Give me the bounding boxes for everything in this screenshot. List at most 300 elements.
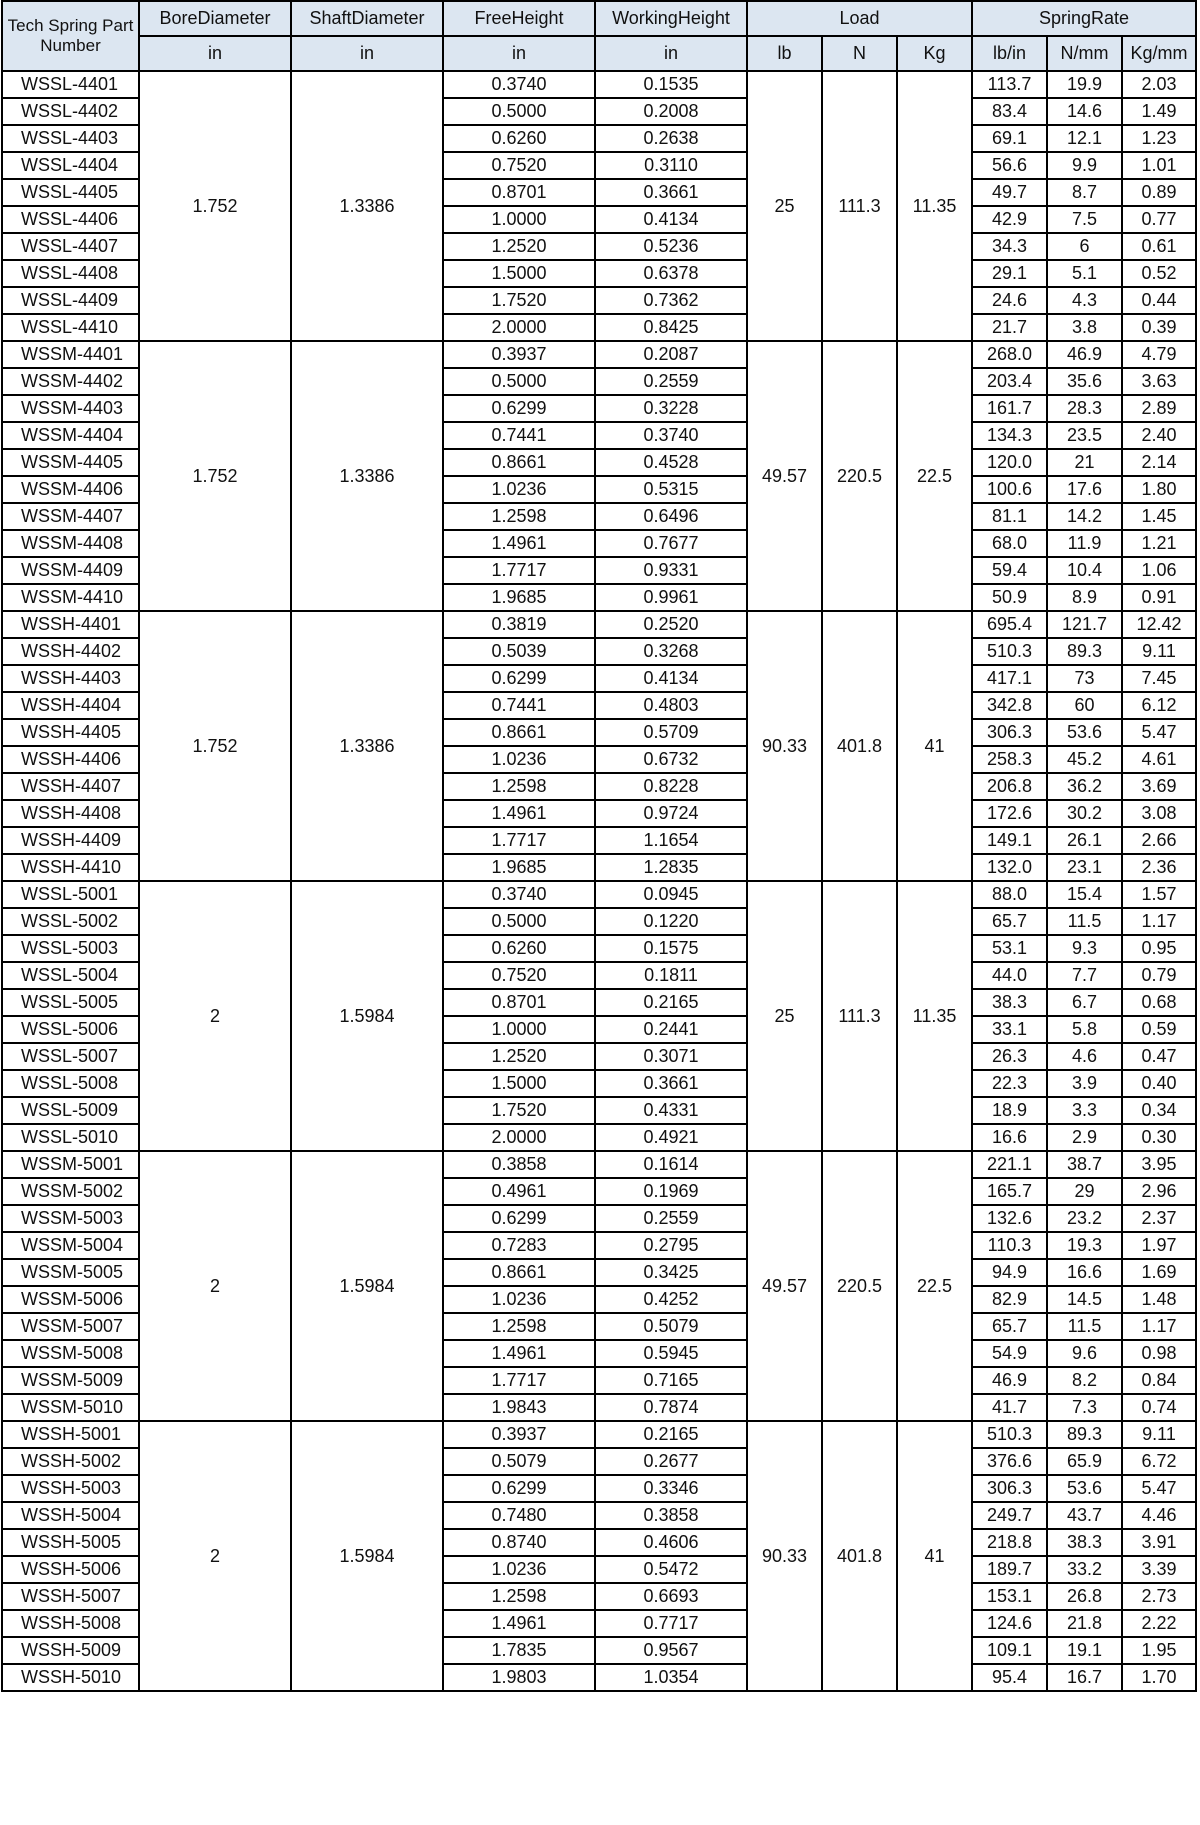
free-height-cell: 0.5039 xyxy=(443,638,595,665)
part-number-cell: WSSH-4402 xyxy=(2,638,139,665)
rate-lbin-cell: 81.1 xyxy=(972,503,1047,530)
free-height-cell: 2.0000 xyxy=(443,314,595,341)
rate-nmm-cell: 19.9 xyxy=(1047,71,1122,98)
rate-nmm-cell: 5.8 xyxy=(1047,1016,1122,1043)
unit-rate-kgmm: Kg/mm xyxy=(1122,36,1196,71)
rate-kgmm-cell: 3.08 xyxy=(1122,800,1196,827)
working-height-cell: 0.9567 xyxy=(595,1637,747,1664)
part-number-cell: WSSL-5010 xyxy=(2,1124,139,1151)
working-height-cell: 0.4134 xyxy=(595,665,747,692)
free-height-cell: 0.7480 xyxy=(443,1502,595,1529)
free-height-cell: 0.3819 xyxy=(443,611,595,638)
part-number-cell: WSSM-4405 xyxy=(2,449,139,476)
part-number-cell: WSSH-5003 xyxy=(2,1475,139,1502)
part-number-cell: WSSL-4405 xyxy=(2,179,139,206)
free-height-cell: 2.0000 xyxy=(443,1124,595,1151)
load-lb-cell: 90.33 xyxy=(747,611,822,881)
working-height-cell: 0.2165 xyxy=(595,989,747,1016)
free-height-cell: 1.0000 xyxy=(443,206,595,233)
free-height-cell: 0.3740 xyxy=(443,71,595,98)
load-kg-cell: 22.5 xyxy=(897,341,972,611)
header-shaft-diameter: ShaftDiameter xyxy=(291,1,443,36)
rate-kgmm-cell: 4.46 xyxy=(1122,1502,1196,1529)
rate-lbin-cell: 69.1 xyxy=(972,125,1047,152)
rate-kgmm-cell: 4.79 xyxy=(1122,341,1196,368)
rate-nmm-cell: 17.6 xyxy=(1047,476,1122,503)
working-height-cell: 0.3661 xyxy=(595,179,747,206)
working-height-cell: 0.2165 xyxy=(595,1421,747,1448)
rate-kgmm-cell: 0.39 xyxy=(1122,314,1196,341)
rate-nmm-cell: 14.2 xyxy=(1047,503,1122,530)
working-height-cell: 0.7717 xyxy=(595,1610,747,1637)
working-height-cell: 0.5079 xyxy=(595,1313,747,1340)
rate-lbin-cell: 68.0 xyxy=(972,530,1047,557)
part-number-cell: WSSH-4407 xyxy=(2,773,139,800)
rate-kgmm-cell: 0.68 xyxy=(1122,989,1196,1016)
part-number-cell: WSSH-4406 xyxy=(2,746,139,773)
working-height-cell: 0.2795 xyxy=(595,1232,747,1259)
rate-nmm-cell: 9.3 xyxy=(1047,935,1122,962)
rate-nmm-cell: 30.2 xyxy=(1047,800,1122,827)
free-height-cell: 0.6299 xyxy=(443,395,595,422)
table-row xyxy=(2,1151,1196,1178)
rate-lbin-cell: 65.7 xyxy=(972,908,1047,935)
free-height-cell: 0.6260 xyxy=(443,125,595,152)
part-number-cell: WSSM-5005 xyxy=(2,1259,139,1286)
rate-lbin-cell: 189.7 xyxy=(972,1556,1047,1583)
part-number-cell: WSSM-4410 xyxy=(2,584,139,611)
rate-nmm-cell: 33.2 xyxy=(1047,1556,1122,1583)
rate-lbin-cell: 110.3 xyxy=(972,1232,1047,1259)
rate-nmm-cell: 4.6 xyxy=(1047,1043,1122,1070)
rate-lbin-cell: 510.3 xyxy=(972,1421,1047,1448)
rate-lbin-cell: 306.3 xyxy=(972,1475,1047,1502)
rate-lbin-cell: 161.7 xyxy=(972,395,1047,422)
rate-nmm-cell: 14.5 xyxy=(1047,1286,1122,1313)
working-height-cell: 0.5236 xyxy=(595,233,747,260)
bore-diameter-cell: 2 xyxy=(139,881,291,1151)
shaft-diameter-cell: 1.3386 xyxy=(291,341,443,611)
part-number-cell: WSSH-4401 xyxy=(2,611,139,638)
rate-lbin-cell: 94.9 xyxy=(972,1259,1047,1286)
rate-lbin-cell: 26.3 xyxy=(972,1043,1047,1070)
unit-rate-lbin: lb/in xyxy=(972,36,1047,71)
load-kg-cell: 11.35 xyxy=(897,881,972,1151)
rate-kgmm-cell: 0.47 xyxy=(1122,1043,1196,1070)
rate-kgmm-cell: 1.48 xyxy=(1122,1286,1196,1313)
free-height-cell: 1.7717 xyxy=(443,1367,595,1394)
rate-nmm-cell: 4.3 xyxy=(1047,287,1122,314)
rate-lbin-cell: 100.6 xyxy=(972,476,1047,503)
free-height-cell: 1.2520 xyxy=(443,1043,595,1070)
header-load: Load xyxy=(747,1,972,36)
part-number-cell: WSSH-5008 xyxy=(2,1610,139,1637)
working-height-cell: 0.3661 xyxy=(595,1070,747,1097)
working-height-cell: 0.1575 xyxy=(595,935,747,962)
working-height-cell: 0.5945 xyxy=(595,1340,747,1367)
part-number-cell: WSSL-4404 xyxy=(2,152,139,179)
rate-nmm-cell: 29 xyxy=(1047,1178,1122,1205)
header-free-height: FreeHeight xyxy=(443,1,595,36)
part-number-cell: WSSL-5001 xyxy=(2,881,139,908)
rate-lbin-cell: 132.0 xyxy=(972,854,1047,881)
part-number-cell: WSSH-5004 xyxy=(2,1502,139,1529)
rate-kgmm-cell: 1.23 xyxy=(1122,125,1196,152)
table-row xyxy=(2,341,1196,368)
rate-lbin-cell: 22.3 xyxy=(972,1070,1047,1097)
rate-kgmm-cell: 2.14 xyxy=(1122,449,1196,476)
free-height-cell: 0.8661 xyxy=(443,449,595,476)
part-number-cell: WSSL-4409 xyxy=(2,287,139,314)
working-height-cell: 0.5709 xyxy=(595,719,747,746)
free-height-cell: 1.9685 xyxy=(443,584,595,611)
rate-nmm-cell: 43.7 xyxy=(1047,1502,1122,1529)
shaft-diameter-cell: 1.5984 xyxy=(291,1151,443,1421)
rate-kgmm-cell: 12.42 xyxy=(1122,611,1196,638)
working-height-cell: 0.2677 xyxy=(595,1448,747,1475)
bore-diameter-cell: 2 xyxy=(139,1421,291,1691)
part-number-cell: WSSM-4402 xyxy=(2,368,139,395)
free-height-cell: 0.6299 xyxy=(443,665,595,692)
rate-nmm-cell: 8.7 xyxy=(1047,179,1122,206)
rate-kgmm-cell: 3.63 xyxy=(1122,368,1196,395)
rate-lbin-cell: 18.9 xyxy=(972,1097,1047,1124)
free-height-cell: 0.6299 xyxy=(443,1475,595,1502)
free-height-cell: 0.6299 xyxy=(443,1205,595,1232)
working-height-cell: 0.2441 xyxy=(595,1016,747,1043)
free-height-cell: 1.0236 xyxy=(443,746,595,773)
working-height-cell: 0.4134 xyxy=(595,206,747,233)
rate-kgmm-cell: 0.74 xyxy=(1122,1394,1196,1421)
free-height-cell: 0.3937 xyxy=(443,341,595,368)
rate-nmm-cell: 6 xyxy=(1047,233,1122,260)
rate-nmm-cell: 8.2 xyxy=(1047,1367,1122,1394)
working-height-cell: 0.6378 xyxy=(595,260,747,287)
free-height-cell: 1.4961 xyxy=(443,1340,595,1367)
working-height-cell: 0.3425 xyxy=(595,1259,747,1286)
rate-kgmm-cell: 0.91 xyxy=(1122,584,1196,611)
table-header xyxy=(2,1,1196,71)
rate-nmm-cell: 23.2 xyxy=(1047,1205,1122,1232)
free-height-cell: 1.0236 xyxy=(443,1556,595,1583)
rate-lbin-cell: 124.6 xyxy=(972,1610,1047,1637)
load-n-cell: 401.8 xyxy=(822,1421,897,1691)
working-height-cell: 0.4803 xyxy=(595,692,747,719)
part-number-cell: WSSH-5007 xyxy=(2,1583,139,1610)
load-lb-cell: 25 xyxy=(747,71,822,341)
rate-lbin-cell: 376.6 xyxy=(972,1448,1047,1475)
load-n-cell: 220.5 xyxy=(822,1151,897,1421)
part-number-cell: WSSL-5004 xyxy=(2,962,139,989)
part-number-cell: WSSH-5005 xyxy=(2,1529,139,1556)
part-number-cell: WSSM-5009 xyxy=(2,1367,139,1394)
free-height-cell: 1.2598 xyxy=(443,1583,595,1610)
part-number-cell: WSSL-4410 xyxy=(2,314,139,341)
rate-lbin-cell: 258.3 xyxy=(972,746,1047,773)
rate-kgmm-cell: 5.47 xyxy=(1122,1475,1196,1502)
rate-nmm-cell: 14.6 xyxy=(1047,98,1122,125)
rate-lbin-cell: 44.0 xyxy=(972,962,1047,989)
part-number-cell: WSSM-4408 xyxy=(2,530,139,557)
working-height-cell: 0.1811 xyxy=(595,962,747,989)
rate-nmm-cell: 45.2 xyxy=(1047,746,1122,773)
rate-nmm-cell: 121.7 xyxy=(1047,611,1122,638)
rate-nmm-cell: 12.1 xyxy=(1047,125,1122,152)
free-height-cell: 1.0236 xyxy=(443,1286,595,1313)
rate-nmm-cell: 3.3 xyxy=(1047,1097,1122,1124)
free-height-cell: 1.7717 xyxy=(443,827,595,854)
rate-lbin-cell: 218.8 xyxy=(972,1529,1047,1556)
rate-kgmm-cell: 0.61 xyxy=(1122,233,1196,260)
working-height-cell: 0.6496 xyxy=(595,503,747,530)
free-height-cell: 1.2520 xyxy=(443,233,595,260)
table-row xyxy=(2,611,1196,638)
rate-kgmm-cell: 2.89 xyxy=(1122,395,1196,422)
free-height-cell: 1.4961 xyxy=(443,800,595,827)
free-height-cell: 1.4961 xyxy=(443,1610,595,1637)
rate-lbin-cell: 203.4 xyxy=(972,368,1047,395)
rate-nmm-cell: 2.9 xyxy=(1047,1124,1122,1151)
part-number-cell: WSSH-4410 xyxy=(2,854,139,881)
rate-lbin-cell: 153.1 xyxy=(972,1583,1047,1610)
working-height-cell: 0.4606 xyxy=(595,1529,747,1556)
rate-lbin-cell: 42.9 xyxy=(972,206,1047,233)
rate-kgmm-cell: 6.72 xyxy=(1122,1448,1196,1475)
rate-kgmm-cell: 6.12 xyxy=(1122,692,1196,719)
rate-nmm-cell: 46.9 xyxy=(1047,341,1122,368)
rate-nmm-cell: 3.8 xyxy=(1047,314,1122,341)
rate-nmm-cell: 7.5 xyxy=(1047,206,1122,233)
rate-lbin-cell: 16.6 xyxy=(972,1124,1047,1151)
rate-kgmm-cell: 1.01 xyxy=(1122,152,1196,179)
load-lb-cell: 49.57 xyxy=(747,341,822,611)
working-height-cell: 0.9724 xyxy=(595,800,747,827)
part-number-cell: WSSL-4407 xyxy=(2,233,139,260)
rate-kgmm-cell: 2.36 xyxy=(1122,854,1196,881)
rate-lbin-cell: 65.7 xyxy=(972,1313,1047,1340)
rate-kgmm-cell: 1.17 xyxy=(1122,1313,1196,1340)
working-height-cell: 0.8228 xyxy=(595,773,747,800)
part-number-cell: WSSM-5002 xyxy=(2,1178,139,1205)
shaft-diameter-cell: 1.5984 xyxy=(291,881,443,1151)
rate-nmm-cell: 3.9 xyxy=(1047,1070,1122,1097)
free-height-cell: 1.9803 xyxy=(443,1664,595,1691)
rate-nmm-cell: 5.1 xyxy=(1047,260,1122,287)
rate-lbin-cell: 342.8 xyxy=(972,692,1047,719)
part-number-cell: WSSH-5001 xyxy=(2,1421,139,1448)
free-height-cell: 1.2598 xyxy=(443,1313,595,1340)
rate-kgmm-cell: 3.91 xyxy=(1122,1529,1196,1556)
rate-nmm-cell: 60 xyxy=(1047,692,1122,719)
load-n-cell: 111.3 xyxy=(822,71,897,341)
unit-load-n: N xyxy=(822,36,897,71)
part-number-cell: WSSL-4406 xyxy=(2,206,139,233)
free-height-cell: 0.3740 xyxy=(443,881,595,908)
unit-bore: in xyxy=(139,36,291,71)
part-number-cell: WSSL-4401 xyxy=(2,71,139,98)
rate-lbin-cell: 49.7 xyxy=(972,179,1047,206)
rate-kgmm-cell: 0.30 xyxy=(1122,1124,1196,1151)
working-height-cell: 0.3071 xyxy=(595,1043,747,1070)
working-height-cell: 0.5315 xyxy=(595,476,747,503)
load-kg-cell: 41 xyxy=(897,1421,972,1691)
free-height-cell: 0.7441 xyxy=(443,692,595,719)
part-number-cell: WSSH-4408 xyxy=(2,800,139,827)
rate-nmm-cell: 26.8 xyxy=(1047,1583,1122,1610)
free-height-cell: 0.8740 xyxy=(443,1529,595,1556)
working-height-cell: 0.2008 xyxy=(595,98,747,125)
rate-nmm-cell: 23.5 xyxy=(1047,422,1122,449)
rate-lbin-cell: 132.6 xyxy=(972,1205,1047,1232)
rate-lbin-cell: 59.4 xyxy=(972,557,1047,584)
rate-nmm-cell: 53.6 xyxy=(1047,719,1122,746)
rate-kgmm-cell: 1.70 xyxy=(1122,1664,1196,1691)
unit-load-kg: Kg xyxy=(897,36,972,71)
table-body xyxy=(2,71,1196,1691)
part-number-cell: WSSL-5005 xyxy=(2,989,139,1016)
rate-lbin-cell: 306.3 xyxy=(972,719,1047,746)
shaft-diameter-cell: 1.5984 xyxy=(291,1421,443,1691)
unit-shaft: in xyxy=(291,36,443,71)
rate-kgmm-cell: 2.22 xyxy=(1122,1610,1196,1637)
part-number-cell: WSSH-4404 xyxy=(2,692,139,719)
free-height-cell: 1.9685 xyxy=(443,854,595,881)
bore-diameter-cell: 1.752 xyxy=(139,341,291,611)
free-height-cell: 0.3858 xyxy=(443,1151,595,1178)
working-height-cell: 0.7677 xyxy=(595,530,747,557)
unit-rate-nmm: N/mm xyxy=(1047,36,1122,71)
free-height-cell: 0.8701 xyxy=(443,179,595,206)
rate-nmm-cell: 21.8 xyxy=(1047,1610,1122,1637)
rate-nmm-cell: 7.7 xyxy=(1047,962,1122,989)
part-number-cell: WSSM-5006 xyxy=(2,1286,139,1313)
rate-nmm-cell: 9.9 xyxy=(1047,152,1122,179)
part-number-cell: WSSH-4403 xyxy=(2,665,139,692)
free-height-cell: 1.9843 xyxy=(443,1394,595,1421)
part-number-cell: WSSM-4404 xyxy=(2,422,139,449)
rate-nmm-cell: 19.1 xyxy=(1047,1637,1122,1664)
rate-kgmm-cell: 1.21 xyxy=(1122,530,1196,557)
load-lb-cell: 49.57 xyxy=(747,1151,822,1421)
working-height-cell: 0.3268 xyxy=(595,638,747,665)
working-height-cell: 1.0354 xyxy=(595,1664,747,1691)
working-height-cell: 0.4331 xyxy=(595,1097,747,1124)
rate-kgmm-cell: 1.69 xyxy=(1122,1259,1196,1286)
rate-nmm-cell: 11.5 xyxy=(1047,908,1122,935)
free-height-cell: 0.7520 xyxy=(443,152,595,179)
working-height-cell: 0.3346 xyxy=(595,1475,747,1502)
free-height-cell: 0.5000 xyxy=(443,368,595,395)
load-kg-cell: 22.5 xyxy=(897,1151,972,1421)
working-height-cell: 0.6693 xyxy=(595,1583,747,1610)
rate-kgmm-cell: 0.77 xyxy=(1122,206,1196,233)
free-height-cell: 0.8701 xyxy=(443,989,595,1016)
rate-kgmm-cell: 2.37 xyxy=(1122,1205,1196,1232)
rate-kgmm-cell: 3.39 xyxy=(1122,1556,1196,1583)
free-height-cell: 0.5079 xyxy=(443,1448,595,1475)
part-number-cell: WSSM-4406 xyxy=(2,476,139,503)
rate-kgmm-cell: 0.95 xyxy=(1122,935,1196,962)
rate-kgmm-cell: 3.95 xyxy=(1122,1151,1196,1178)
rate-nmm-cell: 6.7 xyxy=(1047,989,1122,1016)
working-height-cell: 0.7362 xyxy=(595,287,747,314)
rate-lbin-cell: 510.3 xyxy=(972,638,1047,665)
part-number-cell: WSSL-5006 xyxy=(2,1016,139,1043)
rate-kgmm-cell: 1.80 xyxy=(1122,476,1196,503)
free-height-cell: 0.3937 xyxy=(443,1421,595,1448)
rate-nmm-cell: 36.2 xyxy=(1047,773,1122,800)
rate-nmm-cell: 11.9 xyxy=(1047,530,1122,557)
rate-lbin-cell: 165.7 xyxy=(972,1178,1047,1205)
free-height-cell: 1.5000 xyxy=(443,260,595,287)
free-height-cell: 0.6260 xyxy=(443,935,595,962)
rate-nmm-cell: 28.3 xyxy=(1047,395,1122,422)
free-height-cell: 1.7835 xyxy=(443,1637,595,1664)
bore-diameter-cell: 2 xyxy=(139,1151,291,1421)
free-height-cell: 0.5000 xyxy=(443,908,595,935)
shaft-diameter-cell: 1.3386 xyxy=(291,611,443,881)
working-height-cell: 0.9961 xyxy=(595,584,747,611)
part-number-cell: WSSL-5007 xyxy=(2,1043,139,1070)
part-number-cell: WSSM-5007 xyxy=(2,1313,139,1340)
rate-lbin-cell: 695.4 xyxy=(972,611,1047,638)
rate-lbin-cell: 109.1 xyxy=(972,1637,1047,1664)
bore-diameter-cell: 1.752 xyxy=(139,71,291,341)
part-number-cell: WSSH-5009 xyxy=(2,1637,139,1664)
part-number-cell: WSSL-5002 xyxy=(2,908,139,935)
rate-lbin-cell: 268.0 xyxy=(972,341,1047,368)
table-row xyxy=(2,71,1196,98)
rate-nmm-cell: 16.7 xyxy=(1047,1664,1122,1691)
rate-lbin-cell: 29.1 xyxy=(972,260,1047,287)
free-height-cell: 1.7717 xyxy=(443,557,595,584)
rate-kgmm-cell: 1.17 xyxy=(1122,908,1196,935)
rate-lbin-cell: 50.9 xyxy=(972,584,1047,611)
working-height-cell: 0.1535 xyxy=(595,71,747,98)
bore-diameter-cell: 1.752 xyxy=(139,611,291,881)
header-bore-diameter: BoreDiameter xyxy=(139,1,291,36)
part-number-cell: WSSH-5002 xyxy=(2,1448,139,1475)
free-height-cell: 0.7520 xyxy=(443,962,595,989)
table-row xyxy=(2,881,1196,908)
part-number-cell: WSSM-4407 xyxy=(2,503,139,530)
rate-kgmm-cell: 1.97 xyxy=(1122,1232,1196,1259)
part-number-cell: WSSL-4403 xyxy=(2,125,139,152)
rate-nmm-cell: 21 xyxy=(1047,449,1122,476)
rate-lbin-cell: 54.9 xyxy=(972,1340,1047,1367)
rate-kgmm-cell: 0.89 xyxy=(1122,179,1196,206)
part-number-cell: WSSM-4401 xyxy=(2,341,139,368)
working-height-cell: 0.2559 xyxy=(595,368,747,395)
part-number-cell: WSSH-5010 xyxy=(2,1664,139,1691)
rate-lbin-cell: 134.3 xyxy=(972,422,1047,449)
rate-lbin-cell: 38.3 xyxy=(972,989,1047,1016)
free-height-cell: 1.4961 xyxy=(443,530,595,557)
header-part-number: Tech Spring Part Number xyxy=(2,1,139,71)
rate-kgmm-cell: 0.52 xyxy=(1122,260,1196,287)
rate-kgmm-cell: 0.44 xyxy=(1122,287,1196,314)
load-kg-cell: 11.35 xyxy=(897,71,972,341)
working-height-cell: 0.5472 xyxy=(595,1556,747,1583)
part-number-cell: WSSH-4405 xyxy=(2,719,139,746)
rate-kgmm-cell: 1.45 xyxy=(1122,503,1196,530)
free-height-cell: 0.4961 xyxy=(443,1178,595,1205)
part-number-cell: WSSM-5003 xyxy=(2,1205,139,1232)
working-height-cell: 0.3110 xyxy=(595,152,747,179)
working-height-cell: 0.0945 xyxy=(595,881,747,908)
unit-load-lb: lb xyxy=(747,36,822,71)
part-number-cell: WSSL-4402 xyxy=(2,98,139,125)
